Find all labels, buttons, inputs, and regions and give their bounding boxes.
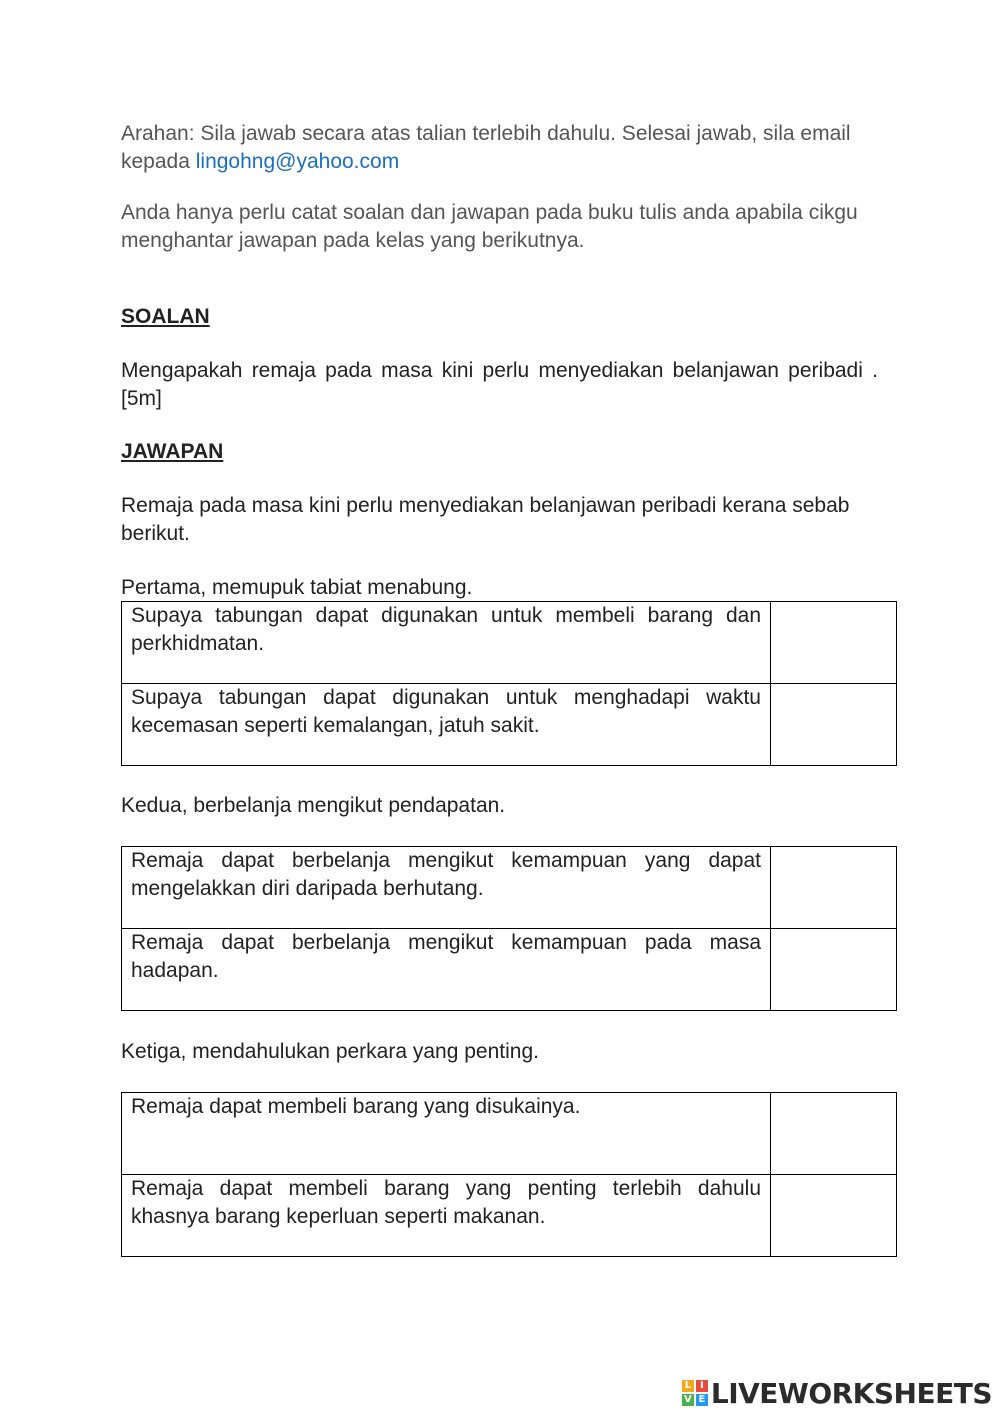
section-3-title: Ketiga, mendahulukan perkara yang penting. (121, 1040, 539, 1063)
logo-letter: E (696, 1394, 708, 1406)
answer-drop-box[interactable] (771, 1175, 897, 1257)
answer-intro: Remaja pada masa kini perlu menyediakan belanjawan peribadi kerana sebab berikut. (121, 494, 850, 545)
table-row (122, 684, 897, 766)
question-heading: SOALAN (121, 305, 210, 328)
logo-letter: I (696, 1380, 708, 1392)
answer-heading: JAWAPAN (121, 440, 224, 463)
logo-mark-icon (682, 1380, 708, 1406)
arahan-text: Arahan: Sila jawab secara atas talian terlebih dahulu. Selesai jawab, sila email kepada (121, 122, 851, 173)
section-1-table (121, 601, 897, 766)
option-text: Remaja dapat berbelanja mengikut kemampuan pada masa hadapan. (122, 929, 771, 1011)
question-text: Mengapakah remaja pada masa kini perlu menyediakan belanjawan peribadi .[5m] (121, 359, 878, 410)
email-link[interactable]: lingohng@yahoo.com (195, 150, 400, 173)
liveworksheets-logo (682, 1377, 992, 1409)
option-text: Remaja dapat membeli barang yang penting terlebih dahulu khasnya barang keperluan seperti makanan. (122, 1175, 771, 1257)
table-row (122, 929, 897, 1011)
answer-drop-box[interactable] (771, 602, 897, 684)
answer-drop-box[interactable] (771, 847, 897, 929)
option-text: Remaja dapat membeli barang yang disukainya. (122, 1093, 771, 1175)
logo-text: LIVEWORKSHEETS (710, 1376, 992, 1410)
option-text: Supaya tabungan dapat digunakan untuk menghadapi waktu kecemasan seperti kemalangan, jatuh sakit. (122, 684, 771, 766)
note-text: Anda hanya perlu catat soalan dan jawapan pada buku tulis anda apabila cikgu menghantar jawapan pada kelas yang berikutnya. (121, 201, 858, 252)
answer-drop-box[interactable] (771, 1093, 897, 1175)
logo-letter: L (682, 1380, 694, 1392)
logo-letter: V (682, 1394, 694, 1406)
section-2-table (121, 846, 897, 1011)
table-row (122, 1175, 897, 1257)
instructions-text (121, 120, 878, 176)
answer-drop-box[interactable] (771, 684, 897, 766)
option-text: Remaja dapat berbelanja mengikut kemampuan yang dapat mengelakkan diri daripada berhutang. (122, 847, 771, 929)
table-row (122, 602, 897, 684)
answer-drop-box[interactable] (771, 929, 897, 1011)
section-1-title: Pertama, memupuk tabiat menabung. (121, 576, 473, 599)
option-text: Supaya tabungan dapat digunakan untuk membeli barang dan perkhidmatan. (122, 602, 771, 684)
table-row (122, 847, 897, 929)
section-3-table (121, 1092, 897, 1257)
table-row (122, 1093, 897, 1175)
section-2-title: Kedua, berbelanja mengikut pendapatan. (121, 794, 506, 817)
